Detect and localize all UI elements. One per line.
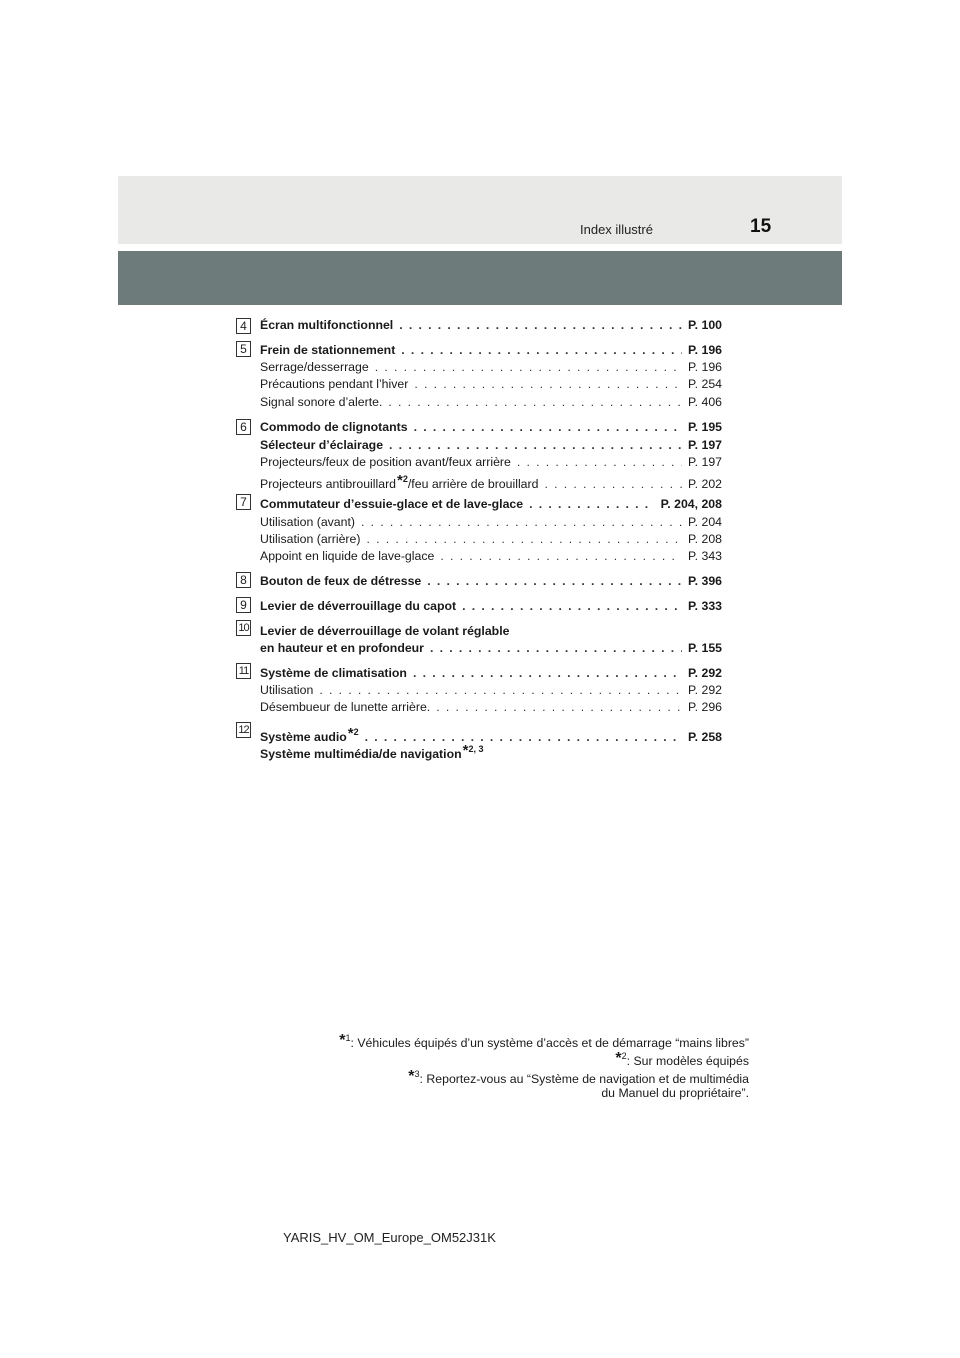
footnote-text: du Manuel du propriétaire”. [601,1086,749,1100]
entry-page[interactable]: P. 396 [688,574,722,588]
footnote-text: : Véhicules équipés d’un système d’accès et de démarrage “mains libres” [350,1036,749,1050]
leader-dots [427,574,682,588]
footnote-star: * [347,725,354,742]
marker-7: 7 [236,494,251,510]
index-entry [260,574,722,591]
marker-8: 8 [236,572,251,588]
marker-5: 5 [236,341,251,357]
entry-page[interactable]: P. 343 [688,549,722,563]
entry-label: Projecteurs/feux de position avant/feux arrière [260,455,511,469]
entry-label: en hauteur et en profondeur [260,641,424,655]
footnote-star: * [397,472,403,489]
index-entry [260,666,722,683]
document-code: YARIS_HV_OM_Europe_OM52J31K [283,1230,496,1245]
footnote-star: * [462,742,469,759]
index-entry [260,497,722,514]
footnote-star: * [615,1050,622,1067]
index-subentry [260,395,722,412]
footnote-text: : Sur modèles équipés [626,1054,749,1068]
index-entry [260,438,722,455]
index-subentry [260,700,722,717]
footnote-ref: 2, 3 [468,744,484,754]
index-entry [260,343,722,360]
footnote-star: * [339,1032,346,1049]
index-entry [260,420,722,437]
leader-dots [389,438,682,452]
leader-dots [366,532,682,546]
entry-label: Signal sonore d’alerte. [260,395,383,409]
entry-label: Frein de stationnement [260,343,396,357]
entry-page[interactable]: P. 406 [688,395,722,409]
header-band [118,176,842,244]
leader-dots [529,497,655,511]
entry-label: Levier de déverrouillage du capot [260,599,457,613]
leader-dots [414,420,682,434]
footnote-star: * [408,1068,415,1085]
entry-label: Précautions pendant l’hiver [260,377,409,391]
entry-label: Commutateur d’essuie-glace et de lave-glace [260,497,524,511]
index-subentry [260,549,722,566]
entry-label: Bouton de feux de détresse [260,574,422,588]
section-title: Index illustré [580,222,653,237]
marker-10: 10 [236,620,251,636]
leader-dots [319,683,682,697]
entry-page[interactable]: P. 292 [688,683,722,697]
footnote-number: 2 [621,1051,627,1061]
leader-dots [436,700,682,714]
entry-label-text: Système audio [260,730,347,744]
entry-label: Système de climatisation [260,666,407,680]
entry-label [260,472,538,491]
index-subentry [260,515,722,532]
entry-label: Utilisation [260,683,314,697]
entry-label: Écran multifonctionnel [260,318,394,332]
index-subentry [260,472,722,489]
leader-dots [375,360,682,374]
leader-dots [414,377,682,391]
entry-page[interactable]: P. 333 [688,599,722,613]
footnote-text: : Reportez-vous au “Système de navigation et de multimédia [419,1072,749,1086]
marker-12: 12 [236,722,251,738]
index-subentry [260,455,722,472]
entry-label [260,742,483,761]
entry-page[interactable]: P. 202 [688,477,722,491]
footnote-number: 1 [345,1033,351,1043]
entry-page[interactable]: P. 292 [688,666,722,680]
index-entry [260,318,722,335]
entry-label: Désembueur de lunette arrière. [260,700,431,714]
index-subentry [260,683,722,700]
leader-dots [413,666,682,680]
marker-6: 6 [236,419,251,435]
entry-page[interactable]: P. 155 [688,641,722,655]
marker-11: 11 [236,663,251,679]
entry-page[interactable]: P. 197 [688,455,722,469]
index-subentry [260,360,722,377]
entry-page[interactable]: P. 195 [688,420,722,434]
marker-4: 4 [236,318,251,334]
index-entry [260,641,722,658]
entry-label: Levier de déverrouillage de volant réglable [260,624,510,638]
entry-page[interactable]: P. 204 [688,515,722,529]
entry-page[interactable]: P. 296 [688,700,722,714]
leader-dots [401,343,682,357]
entry-page[interactable]: P. 254 [688,377,722,391]
leader-dots [462,599,682,613]
footnote [339,1032,749,1050]
leader-dots [361,515,682,529]
entry-label: Appoint en liquide de lave-glace [260,549,435,563]
entry-page[interactable]: P. 196 [688,343,722,357]
entry-label: Utilisation (arrière) [260,532,361,546]
leader-dots [517,455,682,469]
entry-label-text: Système multimédia/de navigation [260,747,462,761]
index-entry [260,725,722,742]
footnote-ref: 2 [353,727,359,737]
entry-page[interactable]: P. 258 [688,730,722,744]
footnote-ref: 2 [402,474,408,484]
leader-dots [430,641,682,655]
footnote-continuation [601,1086,749,1100]
index-subentry [260,377,722,394]
entry-page[interactable]: P. 204, 208 [660,497,722,511]
footnote-number: 3 [414,1069,420,1079]
leader-dots [440,549,682,563]
entry-label: Serrage/desserrage [260,360,369,374]
marker-9: 9 [236,597,251,613]
entry-label-part-a: Projecteurs antibrouillard [260,477,397,491]
footnote [408,1068,749,1086]
entry-page[interactable]: P. 100 [688,318,722,332]
entry-page[interactable]: P. 197 [688,438,722,452]
leader-dots [544,477,682,491]
index-subentry [260,532,722,549]
entry-label: Commodo de clignotants [260,420,408,434]
section-band [118,251,842,305]
leader-dots [399,318,682,332]
entry-label: Sélecteur d’éclairage [260,438,384,452]
entry-page[interactable]: P. 196 [688,360,722,374]
leader-dots [388,395,682,409]
entry-label: Utilisation (avant) [260,515,355,529]
footnote [615,1050,749,1068]
entry-page[interactable]: P. 208 [688,532,722,546]
index-entry [260,599,722,616]
entry-label-part-b: /feu arrière de brouillard [407,477,539,491]
page-number: 15 [750,216,772,237]
